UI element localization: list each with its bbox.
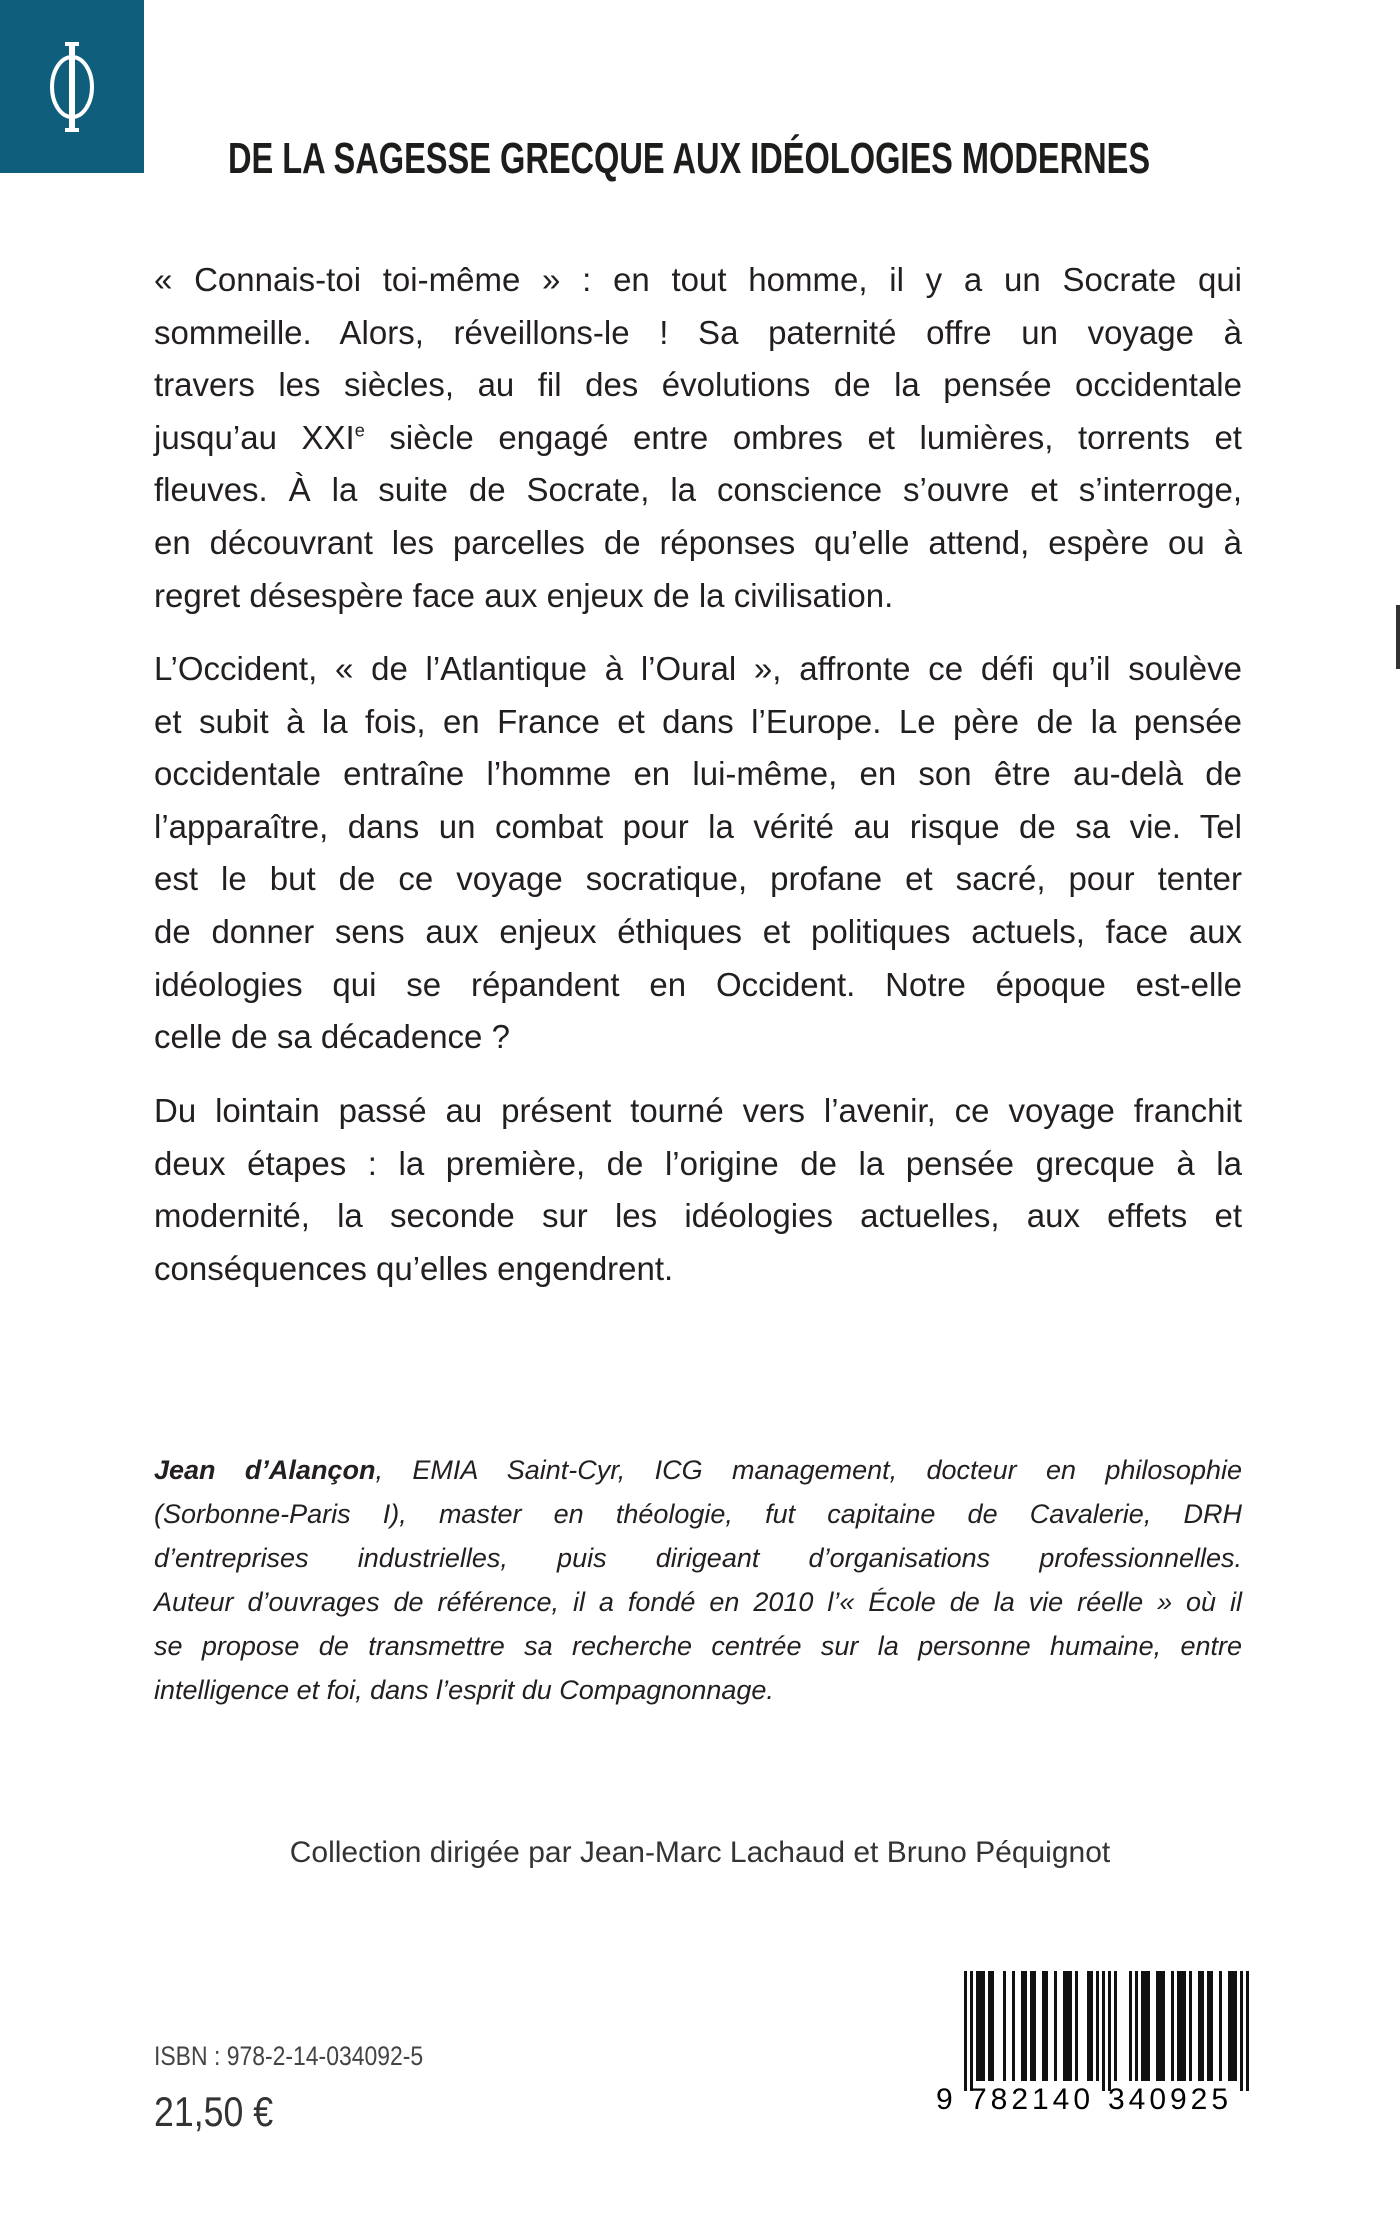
bio-line: Auteur d’ouvrages de référence, il a fondé en 2010 l’« École de la vie réelle » où il bbox=[154, 1587, 1242, 1617]
text-line: deux étapes : la première, de l’origine de la pensée grecque à la bbox=[154, 1144, 1242, 1182]
blurb-paragraph-1 bbox=[154, 254, 1242, 622]
barcode-bar bbox=[1003, 1971, 1006, 2081]
text-line: regret désespère face aux enjeux de la civilisation. bbox=[154, 576, 894, 614]
barcode-bar bbox=[991, 1971, 994, 2081]
bio-line bbox=[154, 1448, 1242, 1492]
text-line: occidentale entraîne l’homme en lui-même, en son être au-delà de bbox=[154, 755, 1242, 793]
bio-line: se propose de transmettre sa recherche centrée sur la personne humaine, entre bbox=[154, 1631, 1242, 1661]
barcode-bar bbox=[1075, 1971, 1078, 2081]
barcode-bar bbox=[1066, 1971, 1069, 2081]
book-title: DE LA SAGESSE GRECQUE AUX IDÉOLOGIES MODERNES bbox=[228, 134, 1151, 183]
text-line: travers les siècles, au fil des évolutions de la pensée occidentale bbox=[154, 366, 1242, 404]
superscript: e bbox=[354, 420, 365, 441]
barcode-bar bbox=[1219, 1971, 1222, 2081]
barcode-bar bbox=[1246, 1971, 1249, 2091]
isbn: ISBN : 978-2-14-034092-5 bbox=[154, 2041, 424, 2071]
bio-line: intelligence et foi, dans l’esprit du Compagnonnage. bbox=[154, 1675, 774, 1705]
collection-credit: Collection dirigée par Jean-Marc Lachaud et Bruno Péquignot bbox=[289, 1836, 1111, 1869]
barcode-bar bbox=[1198, 1971, 1201, 2081]
text-segment: jusqu’au XXI bbox=[154, 418, 355, 456]
barcode-bar bbox=[1141, 1971, 1144, 2081]
barcode-bar bbox=[988, 1971, 991, 2081]
barcode-bar bbox=[1201, 1971, 1204, 2081]
barcode-bar bbox=[1114, 1971, 1117, 2081]
barcode-bar bbox=[970, 1971, 973, 2091]
barcode-digits-left: 782140 bbox=[970, 2083, 1090, 2116]
barcode-bar bbox=[979, 1971, 982, 2081]
edge-mark bbox=[1396, 605, 1400, 669]
publisher-logo bbox=[0, 0, 144, 173]
text-line: de donner sens aux enjeux éthiques et politiques actuels, face aux bbox=[154, 912, 1242, 950]
barcode-bar bbox=[1240, 1971, 1243, 2091]
phi-icon bbox=[38, 40, 106, 136]
barcode-bar bbox=[1177, 1971, 1180, 2081]
text-line: modernité, la seconde sur les idéologies actuelles, aux effets et bbox=[154, 1197, 1242, 1235]
barcode-bar bbox=[1096, 1971, 1099, 2081]
barcode-digits-right: 340925 bbox=[1108, 2083, 1228, 2116]
barcode-bar bbox=[1087, 1971, 1090, 2081]
barcode-bar bbox=[1102, 1971, 1105, 2091]
barcode-bar bbox=[1207, 1971, 1210, 2081]
text-line bbox=[154, 412, 1242, 465]
barcode-bar bbox=[1228, 1971, 1231, 2081]
barcode-bar bbox=[1030, 1971, 1033, 2081]
barcode-bar bbox=[1189, 1971, 1192, 2081]
barcode-bar bbox=[1135, 1971, 1138, 2081]
barcode-bar bbox=[1231, 1971, 1234, 2081]
barcode-bar bbox=[982, 1971, 985, 2081]
barcode-bar bbox=[1210, 1971, 1213, 2081]
barcode-bar bbox=[1171, 1971, 1174, 2081]
barcode-bar bbox=[1180, 1971, 1183, 2081]
text-line: conséquences qu’elles engendrent. bbox=[154, 1249, 674, 1287]
text-line: fleuves. À la suite de Socrate, la conscience s’ouvre et s’interroge, bbox=[154, 471, 1242, 509]
text-line: « Connais-toi toi-même » : en tout homme, il y a un Socrate qui bbox=[154, 261, 1242, 298]
barcode-bar bbox=[1156, 1971, 1159, 2081]
barcode-bar bbox=[1183, 1971, 1186, 2081]
barcode-bar bbox=[1033, 1971, 1036, 2081]
text-line: est le but de ce voyage socratique, profane et sacré, pour tenter bbox=[154, 860, 1242, 898]
author-name: Jean d’Alançon bbox=[154, 1455, 376, 1485]
barcode-bar bbox=[1042, 1971, 1045, 2081]
barcode-bar bbox=[1012, 1971, 1015, 2081]
barcode-digit-first: 9 bbox=[936, 2083, 953, 2116]
blurb-paragraph-3 bbox=[154, 1085, 1242, 1295]
barcode-bar bbox=[1162, 1971, 1165, 2081]
barcode-bar bbox=[1234, 1971, 1237, 2081]
text-line: en découvrant les parcelles de réponses qu’elle attend, espère ou à bbox=[154, 523, 1242, 561]
barcode-bar bbox=[964, 1971, 967, 2091]
barcode-bar bbox=[1063, 1971, 1066, 2081]
barcode-bar bbox=[1024, 1971, 1027, 2081]
bio-line: d’entreprises industrielles, puis dirigeant d’organisations professionnelles. bbox=[154, 1543, 1242, 1573]
barcode-bar bbox=[976, 1971, 979, 2081]
text-line: L’Occident, « de l’Atlantique à l’Oural », affronte ce défi qu’il soulève bbox=[154, 650, 1242, 687]
barcode-bar bbox=[1108, 1971, 1111, 2091]
text-line: sommeille. Alors, réveillons-le ! Sa paternité offre un voyage à bbox=[154, 313, 1242, 351]
barcode-bar bbox=[1021, 1971, 1024, 2081]
text-line: l’apparaître, dans un combat pour la vérité au risque de sa vie. Tel bbox=[154, 807, 1242, 845]
author-bio bbox=[154, 1448, 1242, 1712]
price: 21,50 € bbox=[154, 2088, 274, 2135]
text-line: et subit à la fois, en France et dans l’Europe. Le père de la pensée bbox=[154, 702, 1242, 740]
barcode-bar bbox=[1159, 1971, 1162, 2081]
barcode-bar bbox=[1069, 1971, 1072, 2081]
barcode-bar bbox=[1054, 1971, 1057, 2081]
text-segment: siècle engagé entre ombres et lumières, torrents et bbox=[364, 418, 1242, 456]
text-line: celle de sa décadence ? bbox=[154, 1018, 510, 1056]
barcode-bar bbox=[1144, 1971, 1147, 2081]
bio-line: (Sorbonne-Paris I), master en théologie, fut capitaine de Cavalerie, DRH bbox=[154, 1499, 1242, 1529]
barcode-bar bbox=[1045, 1971, 1048, 2081]
bio-text: , EMIA Saint-Cyr, ICG management, docteur en philosophie bbox=[375, 1455, 1242, 1485]
barcode-bar bbox=[1090, 1971, 1093, 2081]
text-line: idéologies qui se répandent en Occident. Notre époque est-elle bbox=[154, 965, 1242, 1003]
barcode-bar bbox=[1129, 1971, 1132, 2081]
text-line: Du lointain passé au présent tourné vers l’avenir, ce voyage franchit bbox=[154, 1092, 1242, 1129]
barcode bbox=[930, 1966, 1260, 2116]
barcode-bar bbox=[1147, 1971, 1150, 2081]
blurb-paragraph-2 bbox=[154, 643, 1242, 1064]
